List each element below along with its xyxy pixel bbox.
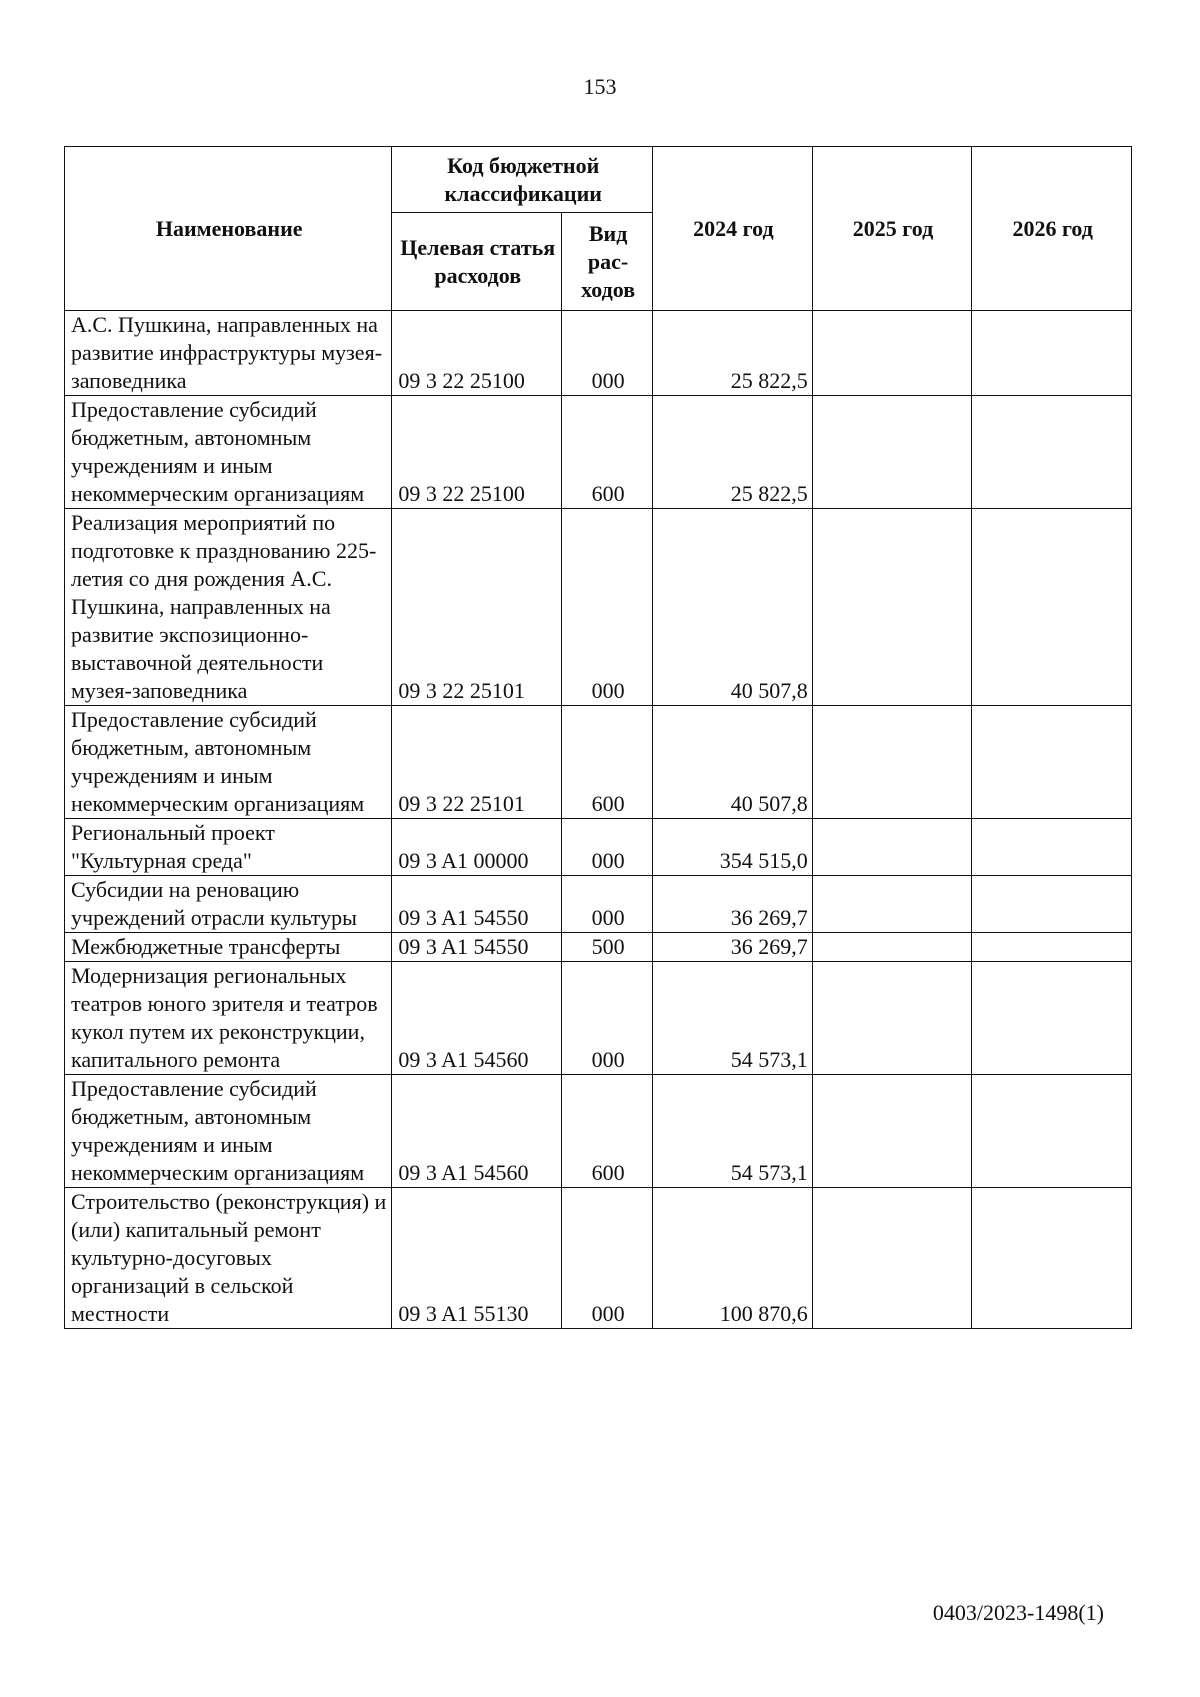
header-2024: 2024 год: [653, 147, 813, 311]
row-target-article: 09 3 22 25100: [392, 396, 562, 509]
row-target-article: 09 3 A1 54550: [392, 876, 562, 933]
row-amount-2024: 25 822,5: [653, 311, 813, 396]
table-row: [65, 1188, 1132, 1329]
row-amount-2024: 54 573,1: [653, 962, 813, 1075]
row-amount-2025: [812, 706, 972, 819]
row-amount-2026: [972, 876, 1132, 933]
row-name: Модернизация региональных театров юного зрителя и театров кукол путем их реконструкции, капитального ремонта: [65, 962, 392, 1075]
row-target-article: 09 3 22 25101: [392, 706, 562, 819]
table-row: [65, 933, 1132, 962]
table-header: [65, 147, 1132, 311]
header-name: Наименование: [65, 147, 392, 311]
row-target-article: 09 3 22 25100: [392, 311, 562, 396]
row-target-article: 09 3 A1 54550: [392, 933, 562, 962]
table-row: [65, 876, 1132, 933]
header-code-group: Код бюджетной классификации: [392, 147, 653, 213]
table-row: [65, 962, 1132, 1075]
table-row: [65, 819, 1132, 876]
row-amount-2025: [812, 1075, 972, 1188]
row-name: Реализация мероприятий по подготовке к празднованию 225-летия со дня рождения А.С. Пушкина, направленных на развитие экспозиционно-выставочной деятельности музея-заповедника: [65, 509, 392, 706]
row-amount-2026: [972, 396, 1132, 509]
row-target-article: 09 3 A1 55130: [392, 1188, 562, 1329]
row-amount-2024: 25 822,5: [653, 396, 813, 509]
row-amount-2025: [812, 1188, 972, 1329]
row-expense-type: 000: [562, 962, 653, 1075]
row-name: Субсидии на реновацию учреждений отрасли культуры: [65, 876, 392, 933]
row-expense-type: 500: [562, 933, 653, 962]
row-expense-type: 000: [562, 876, 653, 933]
row-amount-2026: [972, 706, 1132, 819]
row-expense-type: 600: [562, 396, 653, 509]
row-amount-2026: [972, 311, 1132, 396]
row-amount-2024: 40 507,8: [653, 509, 813, 706]
row-amount-2026: [972, 1188, 1132, 1329]
row-name: Предоставление субсидий бюджетным, автономным учреждениям и иным некоммерческим организациям: [65, 396, 392, 509]
row-amount-2026: [972, 509, 1132, 706]
row-amount-2024: 40 507,8: [653, 706, 813, 819]
row-target-article: 09 3 A1 54560: [392, 1075, 562, 1188]
row-expense-type: 000: [562, 311, 653, 396]
row-amount-2025: [812, 933, 972, 962]
row-expense-type: 000: [562, 819, 653, 876]
document-code: 0403/2023-1498(1): [932, 1600, 1104, 1625]
row-amount-2024: 36 269,7: [653, 876, 813, 933]
row-amount-2026: [972, 819, 1132, 876]
budget-table: [64, 146, 1132, 1329]
row-expense-type: 600: [562, 1075, 653, 1188]
row-name: Межбюджетные трансферты: [65, 933, 392, 962]
page-number: 153: [583, 74, 617, 99]
table-row: [65, 396, 1132, 509]
row-amount-2024: 36 269,7: [653, 933, 813, 962]
row-amount-2025: [812, 396, 972, 509]
row-amount-2025: [812, 819, 972, 876]
row-amount-2025: [812, 311, 972, 396]
table-row: [65, 509, 1132, 706]
row-expense-type: 000: [562, 509, 653, 706]
table-row: [65, 311, 1132, 396]
row-amount-2025: [812, 876, 972, 933]
row-amount-2026: [972, 1075, 1132, 1188]
table-body: [65, 311, 1132, 1329]
header-target-article: Целевая статья расходов: [392, 213, 562, 311]
row-expense-type: 000: [562, 1188, 653, 1329]
row-amount-2024: 54 573,1: [653, 1075, 813, 1188]
header-2026: 2026 год: [972, 147, 1132, 311]
row-amount-2026: [972, 962, 1132, 1075]
row-target-article: 09 3 22 25101: [392, 509, 562, 706]
row-amount-2025: [812, 509, 972, 706]
table-row: [65, 1075, 1132, 1188]
header-expense-type: Вид рас-ходов: [562, 213, 653, 311]
row-target-article: 09 3 A1 54560: [392, 962, 562, 1075]
row-amount-2025: [812, 962, 972, 1075]
row-expense-type: 600: [562, 706, 653, 819]
row-name: Предоставление субсидий бюджетным, автономным учреждениям и иным некоммерческим организациям: [65, 706, 392, 819]
row-name: Строительство (реконструкция) и (или) капитальный ремонт культурно-досуговых организаций в сельской местности: [65, 1188, 392, 1329]
row-amount-2024: 100 870,6: [653, 1188, 813, 1329]
row-name: Предоставление субсидий бюджетным, автономным учреждениям и иным некоммерческим организациям: [65, 1075, 392, 1188]
row-name: Региональный проект "Культурная среда": [65, 819, 392, 876]
row-target-article: 09 3 A1 00000: [392, 819, 562, 876]
row-name: А.С. Пушкина, направленных на развитие инфраструктуры музея-заповедника: [65, 311, 392, 396]
row-amount-2026: [972, 933, 1132, 962]
table-row: [65, 706, 1132, 819]
row-amount-2024: 354 515,0: [653, 819, 813, 876]
header-2025: 2025 год: [812, 147, 972, 311]
